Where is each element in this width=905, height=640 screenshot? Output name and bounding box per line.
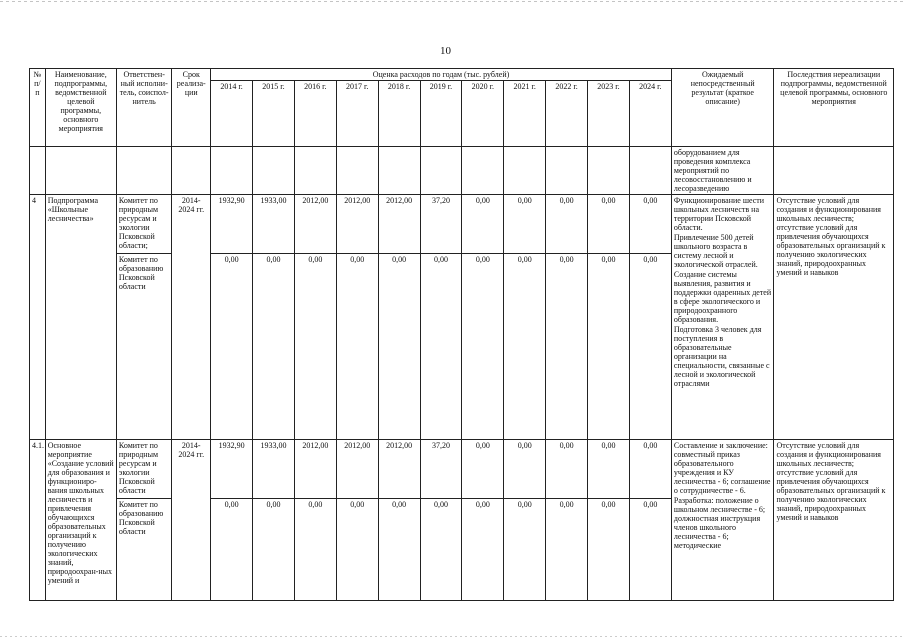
cost-cell: 0,00: [546, 440, 588, 499]
scan-edge-top: [0, 1, 905, 2]
cost-cell: 0,00: [211, 254, 253, 440]
page-number: 10: [440, 45, 451, 57]
cost-cell: 0,00: [336, 499, 378, 601]
header-result: Ожидаемый непосредственный результат (краткое описание): [671, 69, 774, 147]
cost-cell: 0,00: [504, 254, 546, 440]
header-period: Срок реализа-ции: [172, 69, 211, 147]
cost-cell: 0,00: [588, 499, 630, 601]
cost-cell: 0,00: [629, 440, 671, 499]
cost-cell: 0,00: [588, 254, 630, 440]
result-paragraph: Разработка: положение о школьном лесничестве - 6; должностная инструкция членов школьного лесничества - 6; методические: [673, 496, 766, 550]
header-costs: Оценка расходов по годам (тыс. рублей): [211, 69, 672, 81]
cost-cell: 0,00: [629, 195, 671, 254]
cost-cell: 0,00: [253, 254, 295, 440]
cost-cell: 0,00: [504, 195, 546, 254]
cost-cell: 2012,00: [378, 440, 420, 499]
cost-cell: 1932,90: [211, 440, 253, 499]
cost-cell: 0,00: [629, 254, 671, 440]
cost-cell: 2012,00: [336, 195, 378, 254]
cost-cell: 0,00: [378, 499, 420, 601]
scan-edge-bottom: [0, 636, 905, 637]
table-row: [30, 195, 894, 254]
row-executor: Комитет по образованию Псковской области: [116, 499, 171, 601]
cost-cell: 0,00: [546, 254, 588, 440]
cost-cell: 0,00: [294, 499, 336, 601]
header-year: 2015 г.: [253, 81, 295, 147]
cost-cell: 2012,00: [294, 440, 336, 499]
row-consequences: Отсутствие условий для создания и функционирования школьных лесничеств; отсутствие условий для привлечения обучающихся образовательных организаций к получению экологических знаний, природоохранных умений и навыков: [774, 440, 894, 601]
header-year: 2016 г.: [294, 81, 336, 147]
cost-cell: 0,00: [629, 499, 671, 601]
header-name: Наименование, подпрограммы, ведомственной целевой программы, основного мероприятия: [45, 69, 116, 147]
result-paragraph: Привлечение 500 детей школьного возраста в систему лесной и экологической отраслей.: [673, 233, 758, 269]
continuation-result: оборудованием для проведения комплекса мероприятий по лесовосстановлению и лесоразведению: [671, 147, 774, 195]
table-row: [30, 440, 894, 499]
cost-cell: 37,20: [420, 195, 462, 254]
header-year: 2014 г.: [211, 81, 253, 147]
header-year: 2018 г.: [378, 81, 420, 147]
cost-cell: 0,00: [420, 254, 462, 440]
cost-cell: 0,00: [462, 440, 504, 499]
row-result: [671, 195, 774, 440]
cost-cell: 0,00: [504, 499, 546, 601]
row-number: 4: [30, 195, 46, 440]
row-consequences: Отсутствие условий для создания и функционирования школьных лесничеств; отсутствие условий для привлечения обучающихся образовательных организаций к получению экологических знаний, природоохранных умений и навыков: [774, 195, 894, 440]
cost-cell: 0,00: [462, 195, 504, 254]
header-year: 2022 г.: [546, 81, 588, 147]
cost-cell: 0,00: [378, 254, 420, 440]
cost-cell: 2012,00: [336, 440, 378, 499]
header-year: 2023 г.: [588, 81, 630, 147]
header-year: 2017 г.: [336, 81, 378, 147]
header-consequences: Последствия нереализации подпрограммы, ведомственной целевой программы, основного мероприятия: [774, 69, 894, 147]
header-num: № п/п: [30, 69, 46, 147]
cost-cell: 0,00: [546, 195, 588, 254]
row-period: 2014-2024 гг.: [172, 195, 211, 440]
row-result: [671, 440, 774, 601]
cost-cell: 0,00: [588, 195, 630, 254]
row-name: Основное мероприятие «Создание условий для образования и функциониро-вания школьных лесничеств и привлечения обучающихся образовательных организаций к получению экологических знаний, природоохран-ных умений и: [45, 440, 116, 601]
table-row-continuation: [30, 147, 894, 195]
row-executor: Комитет по природным ресурсам и экологии Псковской области;: [116, 195, 171, 254]
cost-cell: 0,00: [294, 254, 336, 440]
header-executor: Ответствен-ный исполни-тель, соиспол-нитель: [116, 69, 171, 147]
header-year: 2020 г.: [462, 81, 504, 147]
result-paragraph: Подготовка 3 человек для поступления в образовательные организации на специальности, связанные с лесной и экологической отраслями: [673, 325, 770, 388]
cost-cell: 0,00: [588, 440, 630, 499]
row-period: 2014-2024 гг.: [172, 440, 211, 601]
row-executor: Комитет по образованию Псковской области: [116, 254, 171, 440]
cost-cell: 0,00: [462, 254, 504, 440]
cost-cell: 37,20: [420, 440, 462, 499]
cost-cell: 1933,00: [253, 195, 295, 254]
cost-cell: 0,00: [253, 499, 295, 601]
header-year: 2019 г.: [420, 81, 462, 147]
cost-cell: 1933,00: [253, 440, 295, 499]
cost-cell: 0,00: [504, 440, 546, 499]
row-name: Подпрограмма «Школьные лесничества»: [45, 195, 116, 440]
cost-cell: 0,00: [211, 499, 253, 601]
result-paragraph: Создание системы выявления, развития и поддержки одаренных детей в сфере экологического и природоохранного образования.: [673, 270, 772, 324]
cost-cell: 0,00: [336, 254, 378, 440]
result-paragraph: Составление и заключение: совместный приказ образовательного учреждения и КУ лесничества - 6; соглашение о сотрудничестве - 6.: [673, 441, 771, 495]
expenditure-table: [29, 68, 894, 601]
header-year: 2021 г.: [504, 81, 546, 147]
cost-cell: 1932,90: [211, 195, 253, 254]
cost-cell: 0,00: [546, 499, 588, 601]
header-row: [30, 69, 894, 81]
header-year: 2024 г.: [629, 81, 671, 147]
cost-cell: 2012,00: [378, 195, 420, 254]
cost-cell: 0,00: [420, 499, 462, 601]
row-number: 4.1.: [30, 440, 46, 601]
cost-cell: 2012,00: [294, 195, 336, 254]
cost-cell: 0,00: [462, 499, 504, 601]
row-executor: Комитет по природным ресурсам и экологии Псковской области: [116, 440, 171, 499]
result-paragraph: Функционирование шести школьных лесничеств на территории Псковской области.: [673, 196, 765, 232]
